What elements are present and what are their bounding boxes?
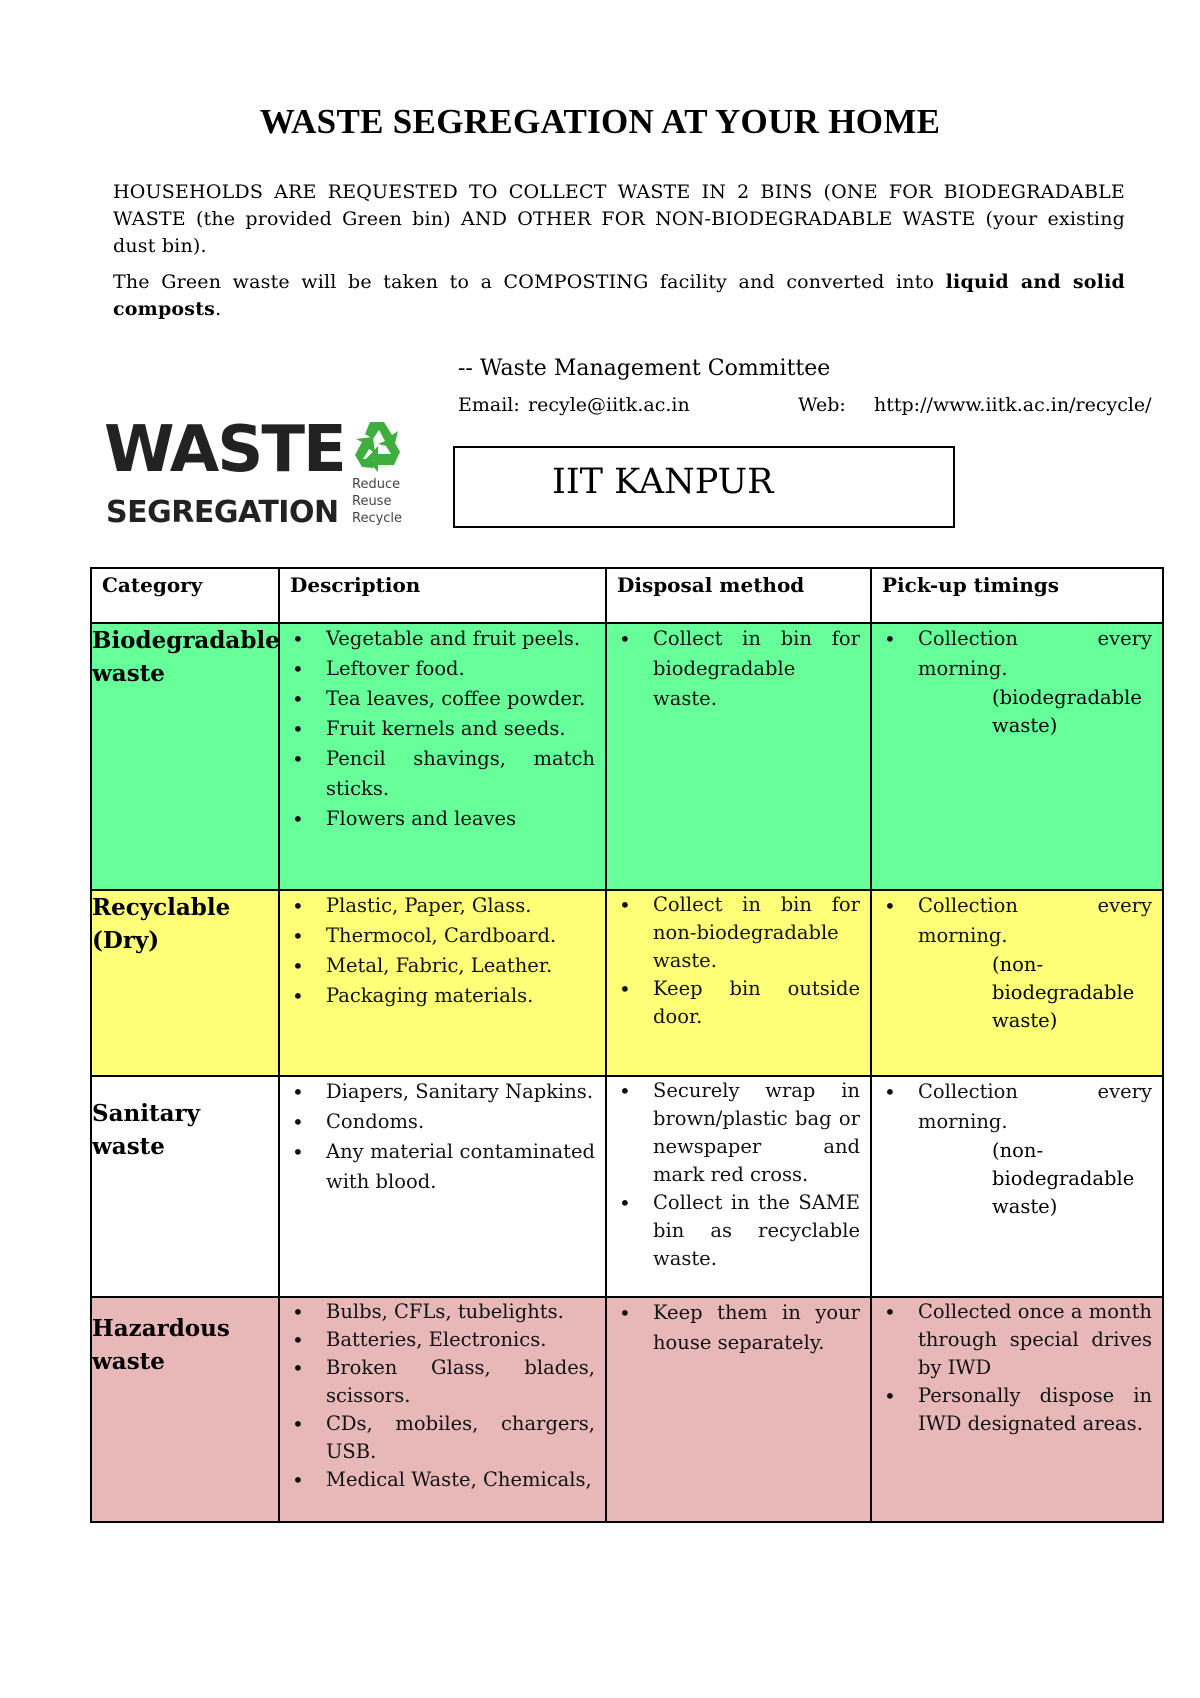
compost-text: The Green waste will be taken to a COMPOSTING facility and converted into — [113, 271, 946, 293]
committee-signoff: -- Waste Management Committee — [458, 356, 831, 381]
list-item: • Collection every morning. — [872, 624, 1152, 684]
compost-bold-text: liquid and solid composts — [113, 271, 1125, 320]
list-item: • Any material contaminated with blood. — [280, 1137, 595, 1197]
list-item: • Flowers and leaves — [280, 804, 595, 834]
logo-word-segregation: SEGREGATION — [106, 495, 339, 530]
pickup-cell — [871, 623, 1163, 890]
compost-period: . — [215, 298, 222, 320]
list-item: • Personally dispose in IWD designated areas. — [872, 1382, 1152, 1438]
intro-paragraph-compost — [113, 269, 1125, 323]
table-row — [91, 1297, 1163, 1522]
list-item: • Keep bin outside door. — [607, 975, 860, 1031]
header-pickup: Pick-up timings — [871, 568, 1163, 623]
list-item: • Securely wrap in brown/plastic bag or newspaper and mark red cross. — [607, 1077, 860, 1189]
list-item: • Fruit kernels and seeds. — [280, 714, 595, 744]
pickup-cell — [871, 1297, 1163, 1522]
pickup-note: (biodegradable waste) — [992, 686, 1142, 737]
table-row — [91, 1076, 1163, 1297]
header-category: Category — [91, 568, 279, 623]
list-item: • Keep them in your house separately. — [607, 1298, 860, 1358]
logo-word-waste: WASTE — [104, 413, 345, 487]
waste-segregation-logo — [104, 413, 422, 538]
list-item: • Leftover food. — [280, 654, 595, 684]
list-item: • Diapers, Sanitary Napkins. — [280, 1077, 595, 1107]
category-cell: Recyclable (Dry) — [91, 890, 279, 1076]
list-item: • Packaging materials. — [280, 981, 595, 1011]
category-cell: Hazardous waste — [91, 1297, 279, 1522]
org-name: IIT KANPUR — [552, 462, 774, 502]
description-cell — [279, 1297, 606, 1522]
logo-tag-recycle: Recycle — [352, 511, 403, 526]
pickup-cell — [871, 1076, 1163, 1297]
list-item: • Broken Glass, blades, scissors. — [280, 1354, 595, 1410]
list-item: • Metal, Fabric, Leather. — [280, 951, 595, 981]
list-item: • Collection every morning. — [872, 891, 1152, 951]
logo-tag-reduce: Reduce — [352, 477, 401, 492]
logo-tag-reuse: Reuse — [352, 494, 392, 509]
list-item: • Medical Waste, Chemicals, — [280, 1466, 595, 1494]
recycle-icon — [348, 418, 408, 474]
header-description: Description — [279, 568, 606, 623]
list-item: • Collection every morning. — [872, 1077, 1152, 1137]
pickup-note: (non-biodegradable waste) — [992, 953, 1135, 1032]
list-item: • Collect in the SAME bin as recyclable waste. — [607, 1189, 860, 1273]
list-item: • Collect in bin for biodegradable waste. — [607, 624, 860, 714]
disposal-cell — [606, 890, 871, 1076]
intro-text — [113, 179, 1125, 323]
page-title: WASTE SEGREGATION AT YOUR HOME — [259, 102, 941, 141]
table-row — [91, 623, 1163, 890]
table-header-row — [91, 568, 1163, 623]
list-item: • Plastic, Paper, Glass. — [280, 891, 595, 921]
list-item: • CDs, mobiles, chargers, USB. — [280, 1410, 595, 1466]
pickup-cell — [871, 890, 1163, 1076]
disposal-cell — [606, 1076, 871, 1297]
org-name-box — [453, 446, 955, 528]
intro-paragraph-bins: HOUSEHOLDS ARE REQUESTED TO COLLECT WASTE IN 2 BINS (ONE FOR BIODEGRADABLE WASTE (the provided Green bin) AND OTHER FOR NON-BIODEGRADABLE WASTE (your existing dust bin). — [113, 181, 1125, 257]
web-label: Web: — [798, 394, 846, 416]
category-cell: Biodegradable waste — [91, 623, 279, 890]
list-item: • Collected once a month through special drives by IWD — [872, 1298, 1152, 1382]
header-disposal: Disposal method — [606, 568, 871, 623]
email-label: Email: — [458, 394, 520, 416]
list-item: • Tea leaves, coffee powder. — [280, 684, 595, 714]
list-item: • Vegetable and fruit peels. — [280, 624, 595, 654]
description-cell — [279, 623, 606, 890]
description-cell — [279, 890, 606, 1076]
disposal-cell — [606, 1297, 871, 1522]
list-item: • Condoms. — [280, 1107, 595, 1137]
disposal-cell — [606, 623, 871, 890]
table-row — [91, 890, 1163, 1076]
description-cell — [279, 1076, 606, 1297]
category-cell: Sanitary waste — [91, 1076, 279, 1297]
pickup-note: (non-biodegradable waste) — [992, 1139, 1135, 1218]
email-link[interactable]: recyle@iitk.ac.in — [528, 394, 690, 416]
list-item: • Thermocol, Cardboard. — [280, 921, 595, 951]
waste-table — [90, 567, 1164, 1523]
list-item: • Pencil shavings, match sticks. — [280, 744, 595, 804]
list-item: • Bulbs, CFLs, tubelights. — [280, 1298, 595, 1326]
list-item: • Collect in bin for non-biodegradable waste. — [607, 891, 860, 975]
list-item: • Batteries, Electronics. — [280, 1326, 595, 1354]
web-link[interactable]: http://www.iitk.ac.in/recycle/ — [874, 394, 1152, 416]
